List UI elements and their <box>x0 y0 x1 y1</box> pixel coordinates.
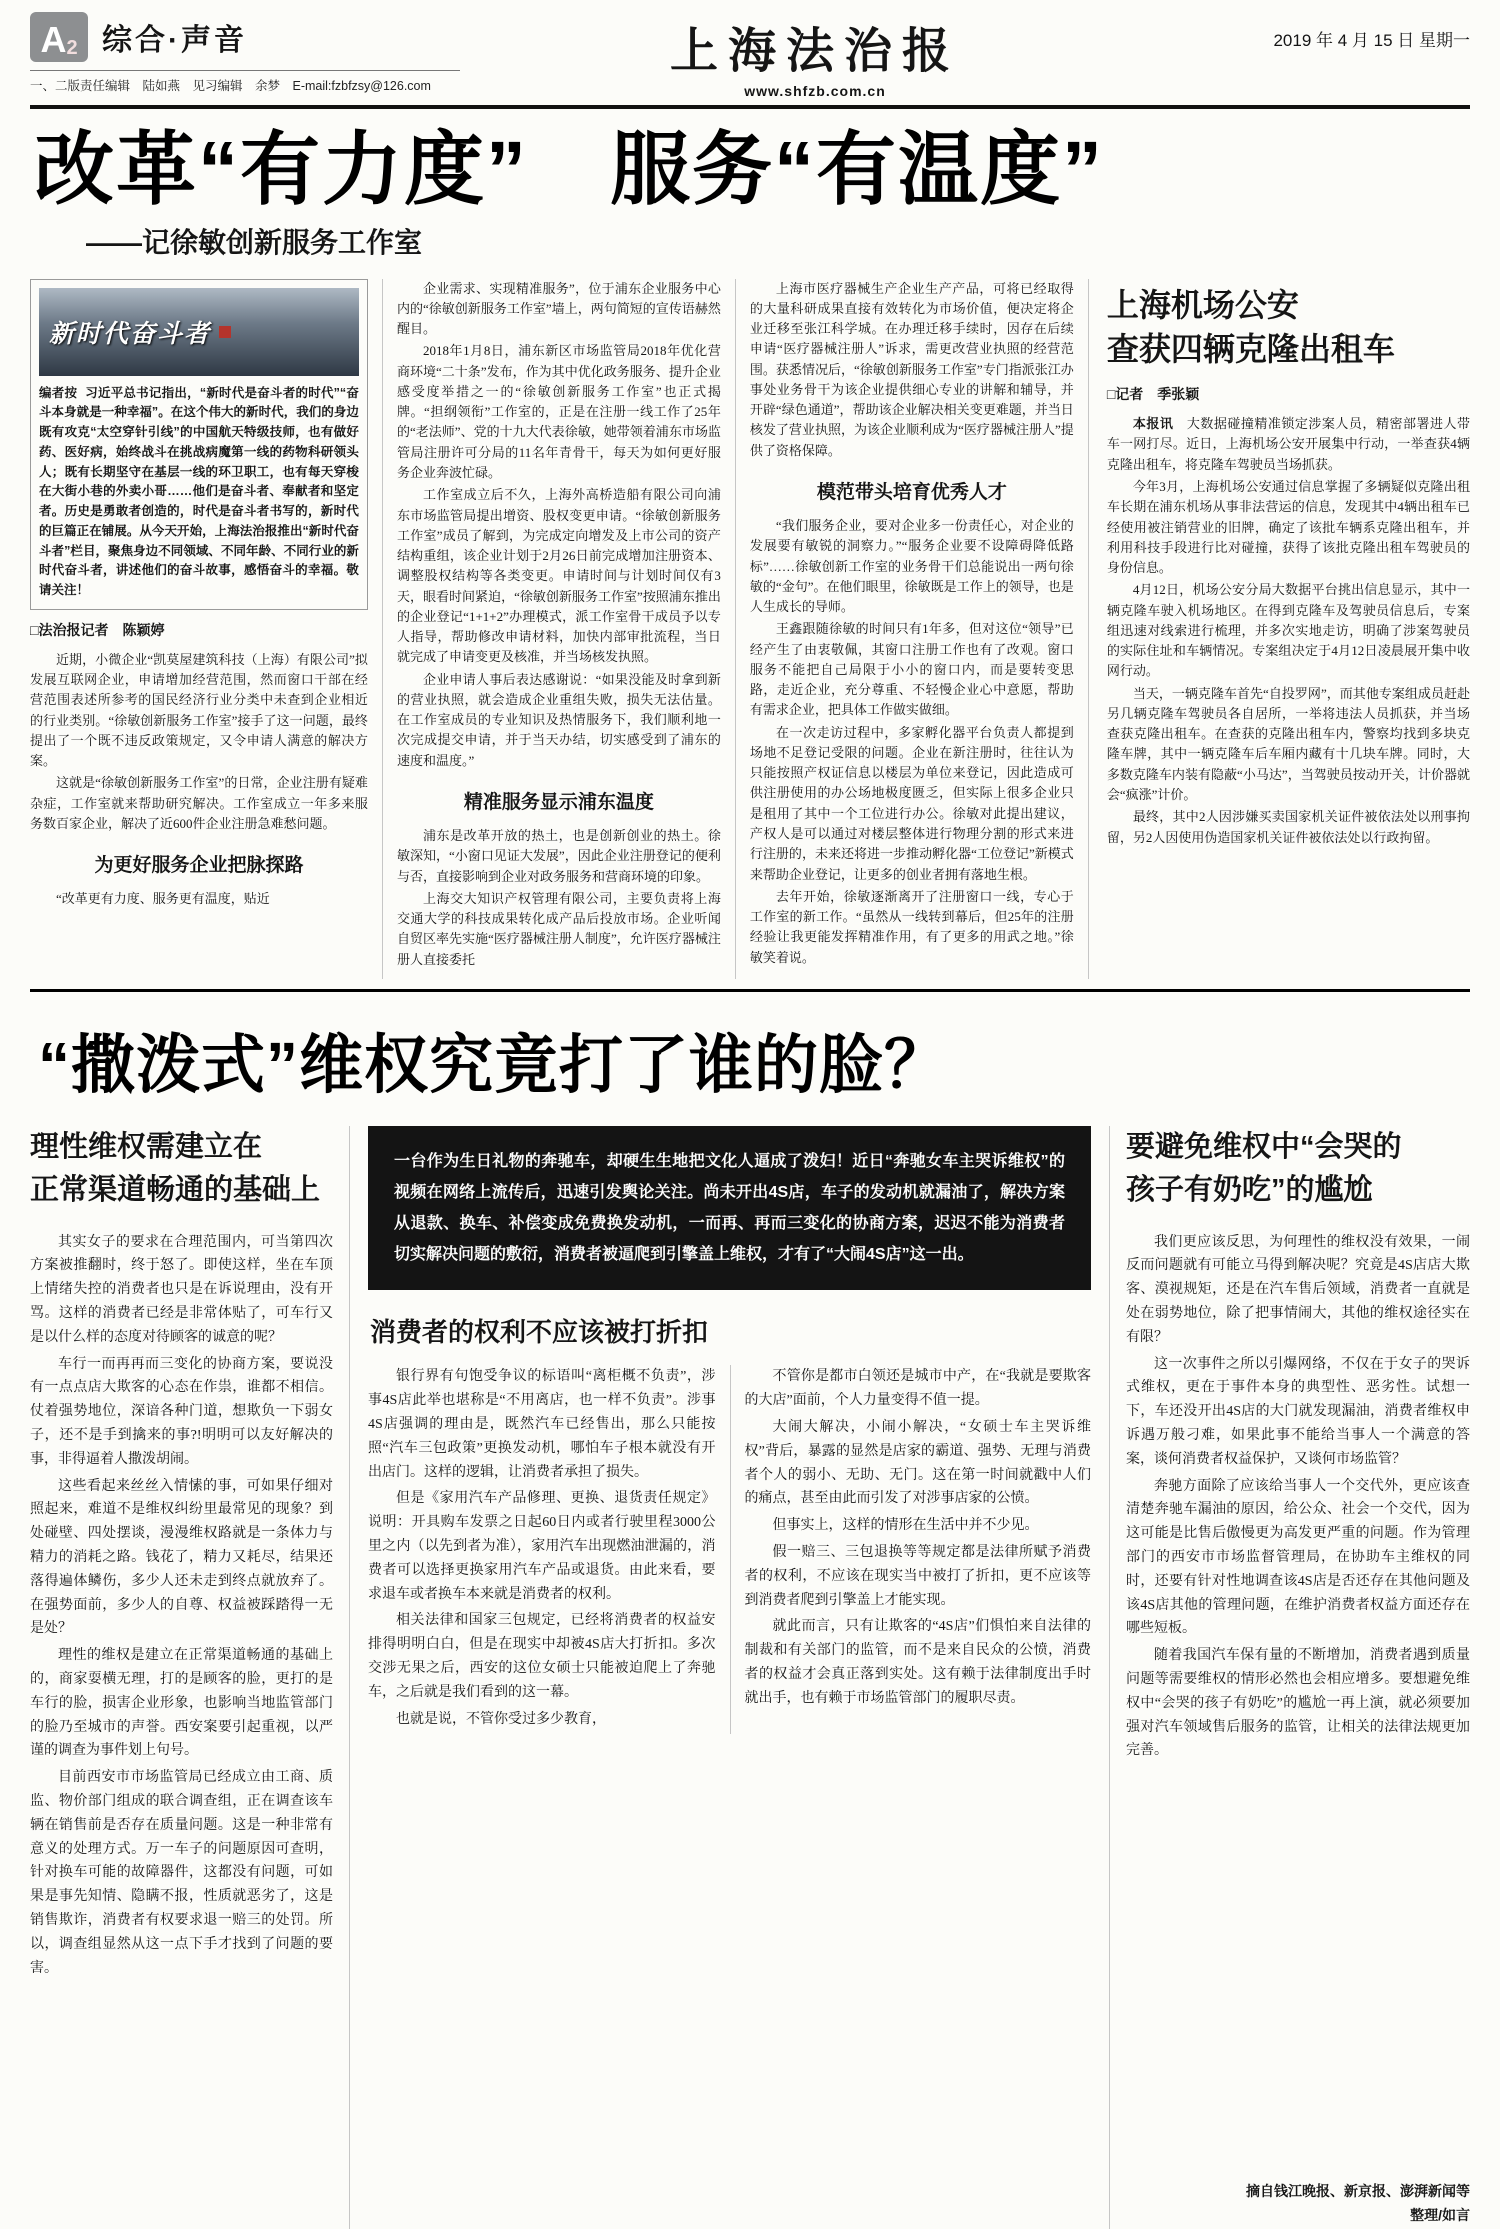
red-seal-icon <box>219 326 231 338</box>
section-divider <box>30 989 1470 992</box>
rights-column-center <box>350 1126 1110 2229</box>
editor-note-text: 习近平总书记指出，“新时代是奋斗者的时代”“奋斗本身就是一种幸福”。在这个伟大的新时代，我们的身边既有攻克“太空穿针引线”的中国航天特级技师，也有做好药、医好病，始终战斗在挑战病魔第一线的药物科研领头人；既有长期坚守在基层一线的环卫职工，也有每天穿梭在大街小巷的外卖小哥……他们是奋斗者、奉献者和坚定者。历史是勇敢者创造的，时代是奋斗者书写的，新时代的巨篇正在铺展。从今天开始，上海法治报推出“新时代奋斗者”栏目，聚焦身边不同领域、不同年龄、不同行业的新时代奋斗者，讲述他们的奋斗故事，感悟奋斗的幸福。敬请关注！ <box>39 385 359 598</box>
body-paragraph <box>1107 414 1470 475</box>
body-paragraph: 工作室成立后不久，上海外高桥造船有限公司向浦东市场监管局提出增资、股权变更申请。“徐敏创新服务工作室”成员了解到，为完成定向增发及上市公司的资产结构重组，该企业计划于2月26日前完成增加注册资本、调整股权结构等各类变更。申请时间与计划时间仅有3天，眼看时间紧迫，“徐敏创新服务工作室”按照浦东推出的企业登记“1+1+2”办理模式，派工作室骨干成员予以专人指导，帮助修改申请材料，加快内部审批流程，当日就完成了申请变更及核准，并当场核发执照。 <box>396 487 721 665</box>
masthead <box>30 12 1470 109</box>
body-paragraph: 目前西安市市场监管局已经成立由工商、质监、物价部门组成的联合调查组，正在调查该车辆在销售前是否存在质量问题。这是一种非常有意义的处理方式。万一车子的问题原因可查明，针对换车可能的故障器件，这都没有问题，可如果是事先知情、隐瞒不报，性质就恶劣了，这是销售欺诈，消费者有权要求退一赔三的处罚。所以，调查组显然从这一点下手才找到了问题的要害。 <box>30 1770 333 1976</box>
left-subhead-line1: 理性维权需建立在 <box>30 1130 263 1163</box>
lead-column-3 <box>736 279 1089 979</box>
body-paragraph: “改革更有力度、服务更有温度，贴近 <box>56 891 270 907</box>
body-paragraph: 4月12日，机场公安分局大数据平台挑出信息显示，其中一辆克隆车驶入机场地区。在得到克隆车及驾驶员信息后，专案组迅速对线索进行梳理，并多次实地走访，明确了涉案驾驶员的实际住址和车辆情况。专案组决定于4月12日凌晨展开集中收网行动。 <box>1106 582 1470 679</box>
attribution-credit: 整理/如言 <box>1410 2206 1470 2223</box>
police-headline-line2: 查获四辆克隆出租车 <box>1106 331 1395 368</box>
center-column-a <box>368 1365 730 1734</box>
police-headline <box>1107 283 1470 373</box>
center-column-b <box>730 1365 1092 1734</box>
body-paragraph: 但事实上，这样的情形在生活中并不少见。 <box>772 1518 1039 1534</box>
photo-caption: 新时代奋斗者 <box>49 320 212 348</box>
rights-column-left <box>30 1126 350 2229</box>
body-paragraph: 车行一而再再而三变化的协商方案，要说没有一点点店大欺客的心态在作祟，谁都不相信。仗着强势地位，深谙各种门道，想欺负一下弱女子，还不是手到擒来的事?!明明可以友好解决的事，非得逼着人撒泼胡闹。 <box>30 1356 333 1467</box>
body-paragraph: “我们服务企业，要对企业多一份责任心，对企业的发展要有敏锐的洞察力。”“服务企业要不设障碍降低路标”……徐敏创新工作室的业务骨干们总能说出一两句徐敏的“金句”。在他们眼里，徐敏既是工作上的领导，也是人生成长的导师。 <box>749 517 1074 615</box>
section-title: 综合·声音 <box>102 24 247 57</box>
lead-article <box>30 125 1470 979</box>
rights-column-right <box>1110 1126 1470 2229</box>
paper-title: 上海法治报 <box>669 25 960 78</box>
body-paragraph: 我们更应该反思，为何理性的维权没有效果，一闹反而问题就有可能立马得到解决呢？究竟是4S店店大欺客、漠视规矩，还是在汽车售后领域，消费者一直就是处在弱势地位，除了把事情闹大，其他的维权途径实在有限？ <box>1126 1234 1470 1345</box>
rights-headline: “撒泼式”维权究竟打了谁的脸？ <box>38 1028 949 1101</box>
crosshead: 精准服务显示浦东温度 <box>463 791 654 813</box>
body-paragraph: 这一次事件之所以引爆网络，不仅在于女子的哭诉式维权，更在于事件本身的典型性、恶劣性。试想一下，车还没开出4S店的大门就发现漏油，消费者维权申诉遇万般刁难，如果此事不能给当事人一个满意的答案，谈何消费者权益保护，又谈何市场监管？ <box>1126 1356 1470 1467</box>
body-paragraph: 王鑫跟随徐敏的时间只有1年多，但对这位“领导”已经产生了由衷敬佩，其窗口注册工作也有了改观。窗口服务不能把自己局限于小小的窗口内，而是要转变思路，走近企业，充分尊重、不轻慢企业心中意愿，帮助有需求企业，把具体工作做实做细。 <box>749 621 1074 718</box>
center-columns <box>368 1365 1091 1734</box>
right-subhead-line2: 孩子有奶吃”的尴尬 <box>1126 1174 1373 1207</box>
body-paragraph: 相关法律和国家三包规定，已经将消费者的权益安排得明明白白，但是在现实中却被4S店大打折扣。多次交涉无果之后，西安的这位女硕士只能被迫爬上了奔驰车，之后就是我们看到的这一幕。 <box>368 1613 716 1700</box>
body-paragraph: 今年3月，上海机场公安通过信息掌握了多辆疑似克隆出租车长期在浦东机场从事非法营运的信息，发现其中4辆出租车已经使用被注销营业的旧牌，确定了该批车辆系克隆出租车，并利用科技手段进行比对碰撞，获得了该批克隆出租车驾驶员的身份信息。 <box>1106 478 1470 576</box>
lead-column-2 <box>383 279 736 979</box>
left-subhead <box>30 1126 333 1213</box>
body-paragraph: 这就是“徐敏创新服务工作室”的日常，企业注册有疑难杂症，工作室就来帮助研究解决。工作室成立一年多来服务数百家企业，解决了近600件企业注册急难愁问题。 <box>30 775 368 831</box>
intro-box: 一台作为生日礼物的奔驰车，却硬生生地把文化人逼成了泼妇！近日“奔驰女车主哭诉维权”的视频在网络上流传后，迅速引发舆论关注。尚未开出4S店，车子的发动机就漏油了，解决方案从退款、换车、补偿变成免费换发动机，一而再、再而三变化的协商方案，迟迟不能为消费者切实解决问题的敷衍，消费者被逼爬到引擎盖上维权，才有了“大闹4S店”这一出。 <box>368 1126 1091 1291</box>
body-paragraph: 也就是说，不管你受过多少教育， <box>396 1711 606 1727</box>
body-paragraph: 随着我国汽车保有量的不断增加，消费者遇到质量问题等需要维权的情形必然也会相应增多。要想避免维权中“会哭的孩子有奶吃”的尴尬一再上演，就必须要加强对汽车领域售后服务的监管，让相关的法律法规更加完善。 <box>1126 1648 1470 1759</box>
page-letter: A <box>40 19 67 60</box>
lead-photo <box>39 288 359 376</box>
lead-deck: ——记徐敏创新服务工作室 <box>86 226 423 258</box>
body-paragraph: 假一赔三、三包退换等等规定都是法律所赋予消费者的权利，不应该在现实当中被打了折扣，更不应该等到消费者爬到引擎盖上才能实现。 <box>744 1544 1091 1608</box>
body-paragraph: 上海交大知识产权管理有限公司，主要负责将上海交通大学的科技成果转化成产品后投放市场。企业听闻自贸区率先实施“医疗器械注册人制度”，允许医疗器械注册人直接委托 <box>396 890 721 967</box>
lead-column-1 <box>30 279 383 979</box>
body-paragraph: 理性的维权是建立在正常渠道畅通的基础上的，商家耍横无理，打的是顾客的脸，更打的是车行的脸，损害企业形象，也影响当地监管部门的脸乃至城市的声誉。西安案要引起重视，以严谨的调查为事件划上句号。 <box>30 1648 333 1759</box>
body-paragraph: 大闹大解决，小闹小解决，“女硕士车主哭诉维权”背后，暴露的显然是店家的霸道、强势、无理与消费者个人的弱小、无助、无门。这在第一时间就戳中人们的痛点，甚至由此而引发了对涉事店家的公愤。 <box>744 1419 1091 1507</box>
body-paragraph: 浦东是改革开放的热土，也是创新创业的热土。徐敏深知，“小窗口见证大发展”，因此企业注册登记的便利与否，直接影响到企业对政务服务和营商环境的印象。 <box>396 827 721 884</box>
paper-website: www.shfzb.com.cn <box>744 83 886 99</box>
body-paragraph: 上海市医疗器械生产企业生产产品，可将已经取得的大量科研成果直接有效转化为市场价值，便决定将企业迁移至张江科学城。在办理迁移手续时，因存在后续申请“医疗器械注册人”诉求，需更改营业执照的经营范围。获悉情况后，“徐敏创新服务工作室”专门指派张江办事处业务骨干为该企业提供细心专业的讲解和辅导，并开辟“绿色通道”，帮助该企业解决相关变更难题，并当日核发了营业执照，为该企业顺利成为“医疗器械注册人”提供了资格保障。 <box>749 280 1074 458</box>
page-number: 2 <box>66 37 78 59</box>
body-paragraph: 企业需求、实现精准服务”，位于浦东企业服务中心内的“徐敏创新服务工作室”墙上，两句简短的宣传语赫然醒目。 <box>396 280 721 337</box>
crosshead: 模范带头培育优秀人才 <box>816 481 1007 503</box>
body-paragraph: 当天，一辆克隆车首先“自投罗网”，而其他专案组成员赶赴另几辆克隆车驾驶员各自居所，一举将违法人员抓获，并当场查获克隆出租车。在查获的克隆出租车内，警察均找到多块克隆车牌，其中一辆克隆车后车厢内藏有十几块车牌。同时，大多数克隆车内装有隐蔽“小马达”，当驾驶员按动开关，计价器就会“疯涨”计价。 <box>1106 685 1470 802</box>
body-paragraph: 近期，小微企业“凯莫屋建筑科技（上海）有限公司”拟发展互联网企业，申请增加经营范围，然而窗口干部在经营范围表述所参考的国民经济行业分类中未查到企业相近的行业类别。“徐敏创新服务工作室”接手了这一问题，最终提出了一个既不违反政策规定，又令申请人满意的解决方案。 <box>30 651 368 769</box>
body-paragraph: 最终，其中2人因涉嫌买卖国家机关证件被依法处以刑事拘留，另2人因使用伪造国家机关证件被依法处以行政拘留。 <box>1106 809 1470 845</box>
body-paragraph: 这些看起来丝丝入情愫的事，可如果仔细对照起来，难道不是维权纠纷里最常见的现象？到处碰壁、四处摆谈，漫漫维权路就是一条体力与精力的消耗之路。钱花了，精力又耗尽，结果还落得遍体鳞伤，多少人还未走到终点就放弃了。在强势面前，多少人的自尊、权益被踩踏得一无是处？ <box>30 1478 333 1637</box>
police-headline-line1: 上海机场公安 <box>1106 286 1299 323</box>
lede-text: 大数据碰撞精准锁定涉案人员，精密部署进人带车一网打尽。近日，上海机场公安开展集中行动，一举查获4辆克隆出租车，将克隆车驾驶员当场抓获。 <box>1106 416 1470 472</box>
lead-byline: □法治报记者 陈颖婷 <box>30 621 165 638</box>
lede-label: 本报讯 <box>1132 416 1174 432</box>
editor-note <box>39 384 359 601</box>
body-paragraph: 银行界有句饱受争议的标语叫“离柜概不负责”，涉事4S店此举也堪称是“不用离店，也一样不负责”。涉事4S店强调的理由是，既然汽车已经售出，那么只能按照“汽车三包政策”更换发动机，哪怕车子根本就没有开出店门。这样的逻辑，让消费者承担了损失。 <box>368 1369 716 1480</box>
page-number-badge <box>30 12 88 62</box>
body-paragraph: 其实女子的要求在合理范围内，可当第四次方案被推翻时，终于怒了。即使这样，坐在车顶上情绪失控的消费者也只是在诉说理由，没有开骂。这样的消费者已经是非常体贴了，可车行又是以什么样的态度对待顾客的诚意的呢？ <box>30 1234 333 1345</box>
center-subhead: 消费者的权利不应该被打折扣 <box>370 1317 709 1348</box>
lead-headline: 改革“有力度” 服务“有温度” <box>34 125 1104 214</box>
body-paragraph: 在一次走访过程中，多家孵化器平台负责人都提到场地不足登记受限的问题。企业在新注册时，往往认为只能按照产权证信息以楼层为单位来登记，因此造成可供注册使用的办公场地极度匮乏，但实际上很多企业只是租用了其中一个工位进行办公。徐敏对此提出建议，产权人是可以通过对楼层整体进行物理分割的形式来进行注册的，未来还将进一步推动孵化器“工位登记”新模式来帮助企业登记，让更多的创业者拥有落地生根。 <box>749 724 1074 882</box>
crosshead: 为更好服务企业把脉探路 <box>94 855 304 877</box>
editor-note-label: 编者按 <box>39 385 78 400</box>
right-subhead <box>1126 1126 1470 1213</box>
left-subhead-line2: 正常渠道畅通的基础上 <box>30 1174 321 1207</box>
body-paragraph: 去年开始，徐敏逐渐离开了注册窗口一线，专心于工作室的新工作。“虽然从一线转到幕后，但25年的注册经验让我更能发挥精准作用，有了更多的用武之地。”徐敏笑着说。 <box>749 888 1074 965</box>
date-line: 2019 年 4 月 15 日 星期一 <box>1273 31 1470 50</box>
body-paragraph: 就此而言，只有让欺客的“4S店”们惧怕来自法律的制裁和有关部门的监管，而不是来自民众的公愤，消费者的权益才会真正落到实处。这有赖于法律制度出手时就出手，也有赖于市场监管部门的履职尽责。 <box>744 1619 1091 1706</box>
body-paragraph: 不管你是都市白领还是城市中产，在“我就是要欺客的大店”面前，个人力量变得不值一提。 <box>744 1369 1091 1409</box>
body-paragraph: 但是《家用汽车产品修理、更换、退货责任规定》说明：开具购车发票之日起60日内或者行驶里程3000公里之内（以先到者为准），家用汽车出现燃油泄漏的，消费者可以选择更换家用汽车产品或退货。由此来看，要求退车或者换车本来就是消费者的权利。 <box>368 1491 716 1602</box>
editors-line: 一、二版责任编辑 陆如燕 见习编辑 余梦 E-mail:fzbfzsy@126.com <box>30 70 460 94</box>
body-paragraph: 企业申请人事后表达感谢说：“如果没能及时拿到新的营业执照，就会造成企业重组失败，损失无法估量。在工作室成员的专业知识及热情服务下，我们顺利地一次完成提交申请，并于当天办结，切实感受到了浦东的速度和温度。” <box>396 671 721 768</box>
lead-article-body <box>30 279 1470 979</box>
attribution <box>1126 2180 1470 2229</box>
right-subhead-line1: 要避免维权中“会哭的 <box>1126 1130 1402 1163</box>
editor-note-box <box>30 279 368 610</box>
rights-article-body <box>30 1126 1470 2229</box>
police-article <box>1089 279 1470 979</box>
attribution-source: 摘自钱江晚报、新京报、澎湃新闻等 <box>1246 2183 1470 2199</box>
body-paragraph: 奔驰方面除了应该给当事人一个交代外，更应该查清楚奔驰车漏油的原因，给公众、社会一个交代，因为这可能是比售后傲慢更为高发更严重的问题。作为管理部门的西安市市场监督管理局，在协助车主维权的同时，还要有针对性地调查该4S店是否还存在其他问题及该4S店其他的管理问题，在维护消费者权益方面还存在哪些短板。 <box>1126 1478 1470 1637</box>
police-byline: □记者 季张颖 <box>1106 386 1200 403</box>
rights-article <box>30 1014 1470 2229</box>
body-paragraph: 2018年1月8日，浦东新区市场监管局2018年优化营商环境“二十条”发布，作为其中优化政务服务、提升企业感受度举措之一的“徐敏创新服务工作室”也正式揭牌。“担纲领衔”工作室的，正是在注册一线工作了25年的“老法师”、党的十九大代表徐敏，她带领着浦东市场监管局注册许可分局的11名年青骨干，每天为如何更好服务企业奔波忙碌。 <box>396 343 721 480</box>
